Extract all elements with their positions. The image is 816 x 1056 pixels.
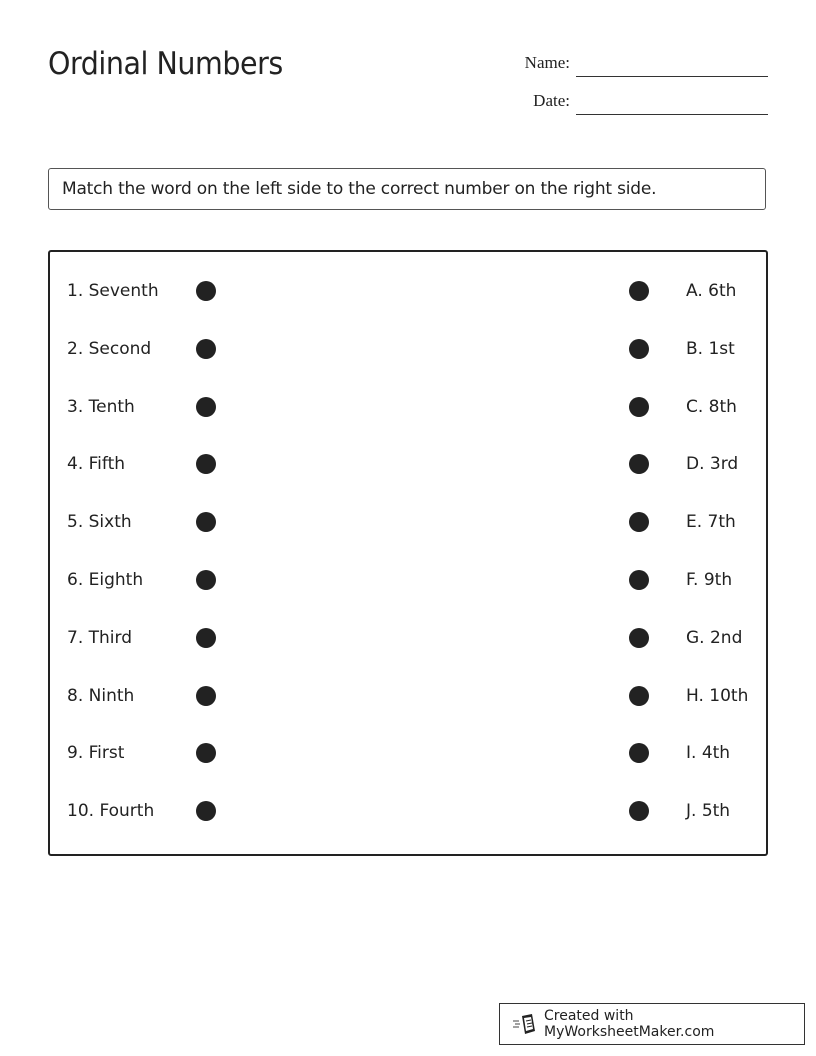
right-item-label: J. 5th [686, 801, 731, 822]
match-row [50, 681, 766, 711]
right-item-label: F. 9th [686, 570, 733, 590]
left-connector-dot[interactable] [196, 454, 216, 474]
right-connector-dot[interactable] [629, 686, 649, 706]
footer-text: Created with MyWorksheetMaker.com [544, 1008, 715, 1040]
right-connector-dot[interactable] [629, 801, 649, 821]
date-field [470, 91, 570, 113]
match-row [50, 392, 766, 422]
matching-area [48, 250, 768, 856]
left-item-label: 5. Sixth [67, 512, 132, 533]
right-connector-dot[interactable] [629, 281, 649, 301]
left-connector-dot[interactable] [196, 570, 216, 590]
date-input-line[interactable] [576, 114, 768, 115]
left-item-label: 6. Eighth [67, 570, 144, 590]
right-item-label: I. 4th [686, 743, 731, 764]
name-label: Name: [524, 53, 570, 72]
match-row [50, 276, 766, 306]
right-connector-dot[interactable] [629, 570, 649, 590]
right-item-label: H. 10th [686, 685, 749, 706]
match-row [50, 738, 766, 768]
right-item-label: B. 1st [686, 338, 735, 359]
instructions-box: Match the word on the left side to the correct number on the right side. [48, 168, 766, 210]
left-item-label: 9. First [67, 743, 125, 764]
left-item-label: 8. Ninth [67, 685, 135, 706]
right-item-label: E. 7th [686, 512, 736, 533]
right-item-label: A. 6th [686, 281, 737, 301]
left-item-label: 7. Third [67, 627, 132, 648]
right-connector-dot[interactable] [629, 339, 649, 359]
right-item-label: C. 8th [686, 396, 737, 417]
match-row [50, 449, 766, 479]
name-field [470, 53, 570, 75]
right-item-label: G. 2nd [686, 627, 743, 648]
left-connector-dot[interactable] [196, 686, 216, 706]
match-row [50, 796, 766, 826]
right-connector-dot[interactable] [629, 397, 649, 417]
left-connector-dot[interactable] [196, 743, 216, 763]
name-input-line[interactable] [576, 76, 768, 77]
left-item-label: 2. Second [67, 338, 152, 359]
right-connector-dot[interactable] [629, 743, 649, 763]
left-connector-dot[interactable] [196, 281, 216, 301]
date-label: Date: [533, 91, 570, 110]
page-title: Ordinal Numbers [48, 46, 283, 82]
left-item-label: 3. Tenth [67, 396, 135, 417]
left-connector-dot[interactable] [196, 397, 216, 417]
left-connector-dot[interactable] [196, 339, 216, 359]
left-connector-dot[interactable] [196, 512, 216, 532]
left-item-label: 4. Fifth [67, 454, 126, 475]
right-connector-dot[interactable] [629, 628, 649, 648]
left-connector-dot[interactable] [196, 628, 216, 648]
match-row [50, 334, 766, 364]
left-item-label: 1. Seventh [67, 281, 159, 301]
right-item-label: D. 3rd [686, 454, 739, 475]
footer-credit [499, 1003, 805, 1045]
right-connector-dot[interactable] [629, 454, 649, 474]
match-row [50, 623, 766, 653]
left-connector-dot[interactable] [196, 801, 216, 821]
left-item-label: 10. Fourth [67, 801, 155, 822]
worksheet-logo-icon [512, 1013, 538, 1035]
right-connector-dot[interactable] [629, 512, 649, 532]
match-row [50, 565, 766, 595]
match-row [50, 507, 766, 537]
